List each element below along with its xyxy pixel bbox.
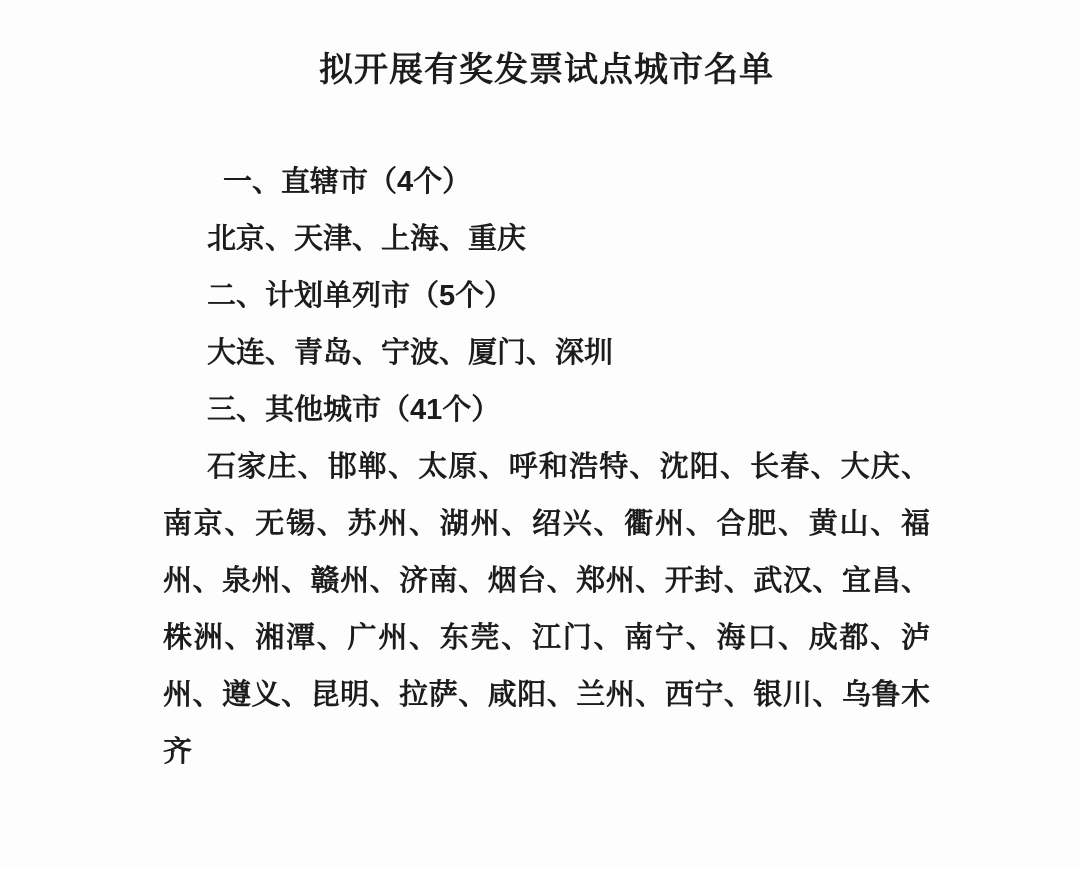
section-cities-municipalities: 北京、天津、上海、重庆 [207,223,527,255]
section-municipalities [163,154,930,268]
cities-paragraph-line: 石家庄、邯郸、太原、呼和浩特、沈阳、长春、大庆、 [207,451,930,483]
section-cities-planned-cities: 大连、青岛、宁波、厦门、深圳 [207,337,614,369]
section-planned-cities [163,268,930,382]
section-other-cities [163,382,930,781]
cities-paragraph-line: 州、泉州、赣州、济南、烟台、郑州、开封、武汉、宜昌、 [163,565,930,597]
section-heading-municipalities: 一、直辖市（4个） [223,166,472,198]
cities-paragraph-line: 州、遵义、昆明、拉萨、咸阳、兰州、西宁、银川、乌鲁木 [163,679,930,711]
cities-paragraph-line: 株洲、湘潭、广州、东莞、江门、南宁、海口、成都、泸 [163,622,930,654]
section-heading-planned-cities: 二、计划单列市（5个） [207,280,514,312]
section-heading-other-cities: 三、其他城市（41个） [207,394,501,426]
cities-paragraph [163,439,930,781]
cities-paragraph-line: 南京、无锡、苏州、湖州、绍兴、衢州、合肥、黄山、福 [163,508,930,540]
document-title: 拟开展有奖发票试点城市名单 [319,51,774,89]
cities-paragraph-line: 齐 [163,736,193,768]
